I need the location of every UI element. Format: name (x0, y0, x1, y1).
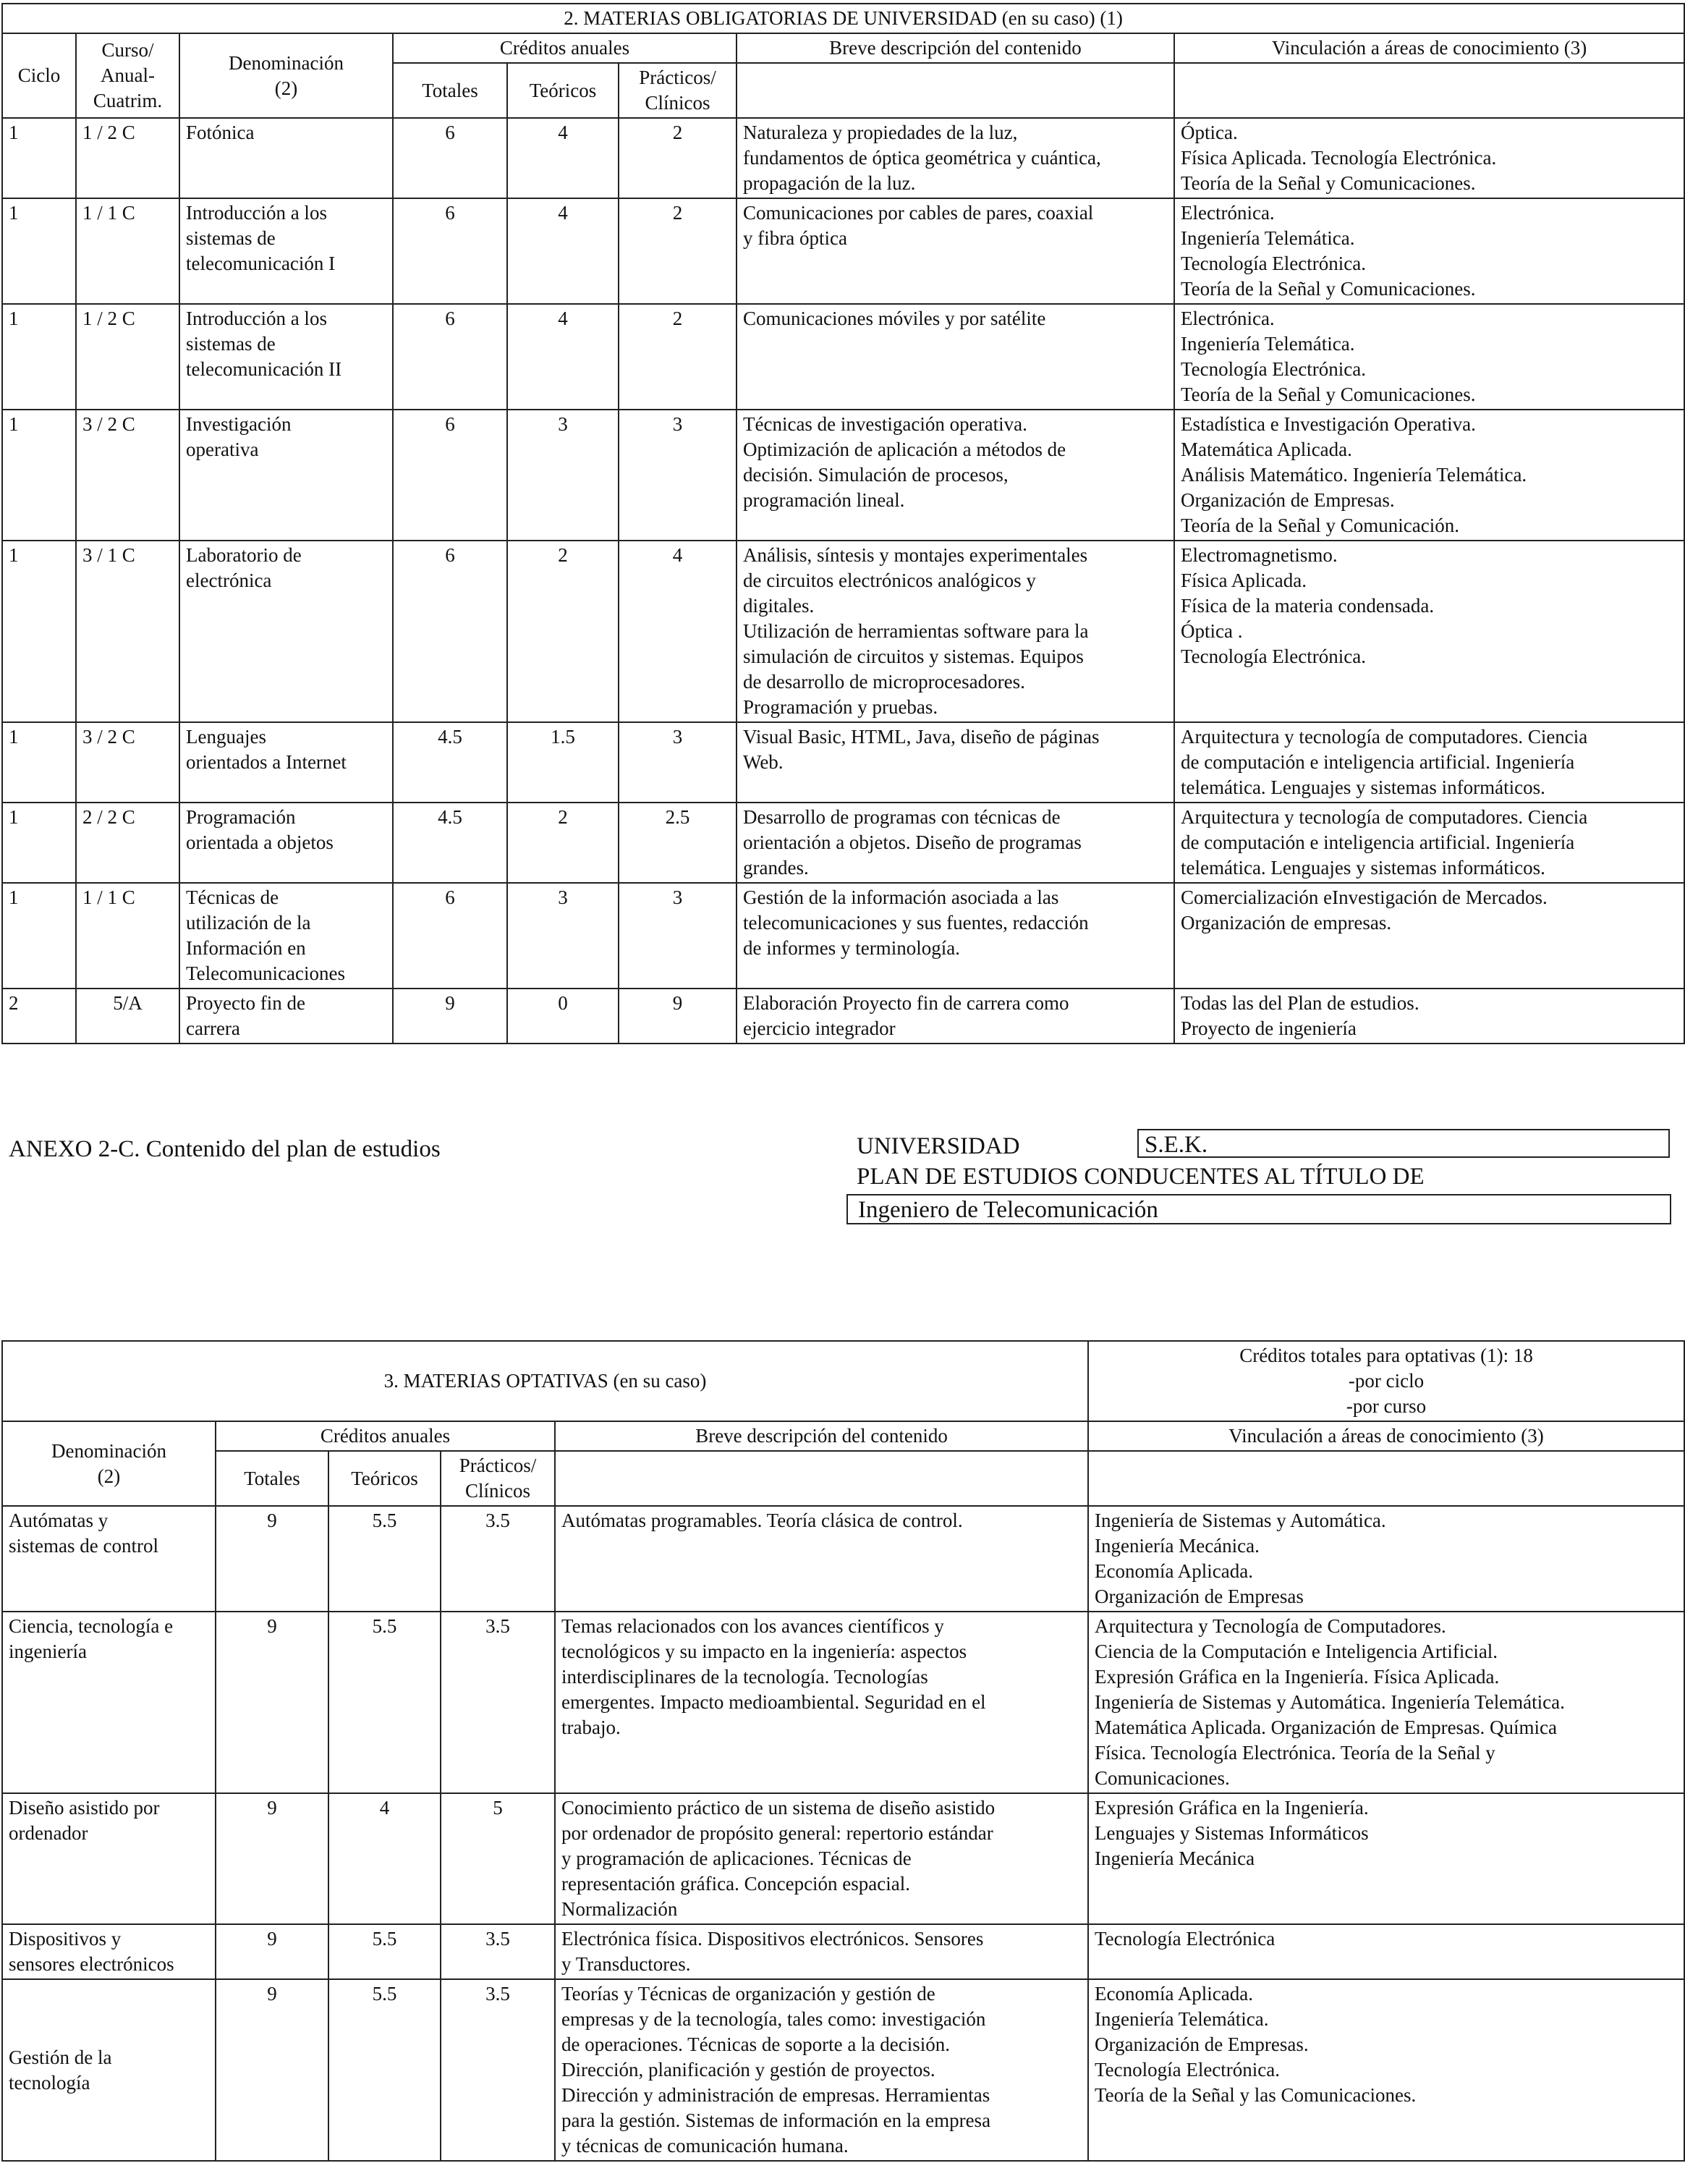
header-ciclo: Ciclo (2, 33, 76, 118)
cell-descripcion: Visual Basic, HTML, Java, diseño de páginas Web. (737, 722, 1174, 803)
cell-totales: 6 (393, 541, 507, 722)
table-row (2, 722, 1684, 803)
cell-ciclo: 2 (2, 989, 76, 1044)
cell-curso: 1 / 2 C (76, 118, 179, 198)
header-vinculacion: Vinculación a áreas de conocimiento (3) (1174, 33, 1684, 63)
cell-curso: 3 / 1 C (76, 541, 179, 722)
cell-denominacion: Investigación operativa (179, 410, 393, 541)
cell-ciclo: 1 (2, 883, 76, 989)
header-totales: Totales (393, 63, 507, 118)
cell-denominacion: Proyecto fin de carrera (179, 989, 393, 1044)
section3-title: 3. MATERIAS OPTATIVAS (en su caso) (2, 1341, 1088, 1421)
cell-descripcion: Desarrollo de programas con técnicas de orientación a objetos. Diseño de programas grandes. (737, 803, 1174, 883)
cell-descripcion: Temas relacionados con los avances científicos y tecnológicos y su impacto en la ingeniería: aspectos interdisciplinares de la tecnología. Tecnologías emergentes. Impacto medioambiental. Seguridad en el trabajo. (555, 1612, 1088, 1793)
cell-descripcion: Teorías y Técnicas de organización y gestión de empresas y de la tecnología, tales como: investigación de operaciones. Técnicas de soporte a la decisión. Dirección, planificación y gestión de proyectos. Dirección y administración de empresas. Herramientas para la gestión. Sistemas de información en la empresa y técnicas de comunicación humana. (555, 1979, 1088, 2161)
plan-label: PLAN DE ESTUDIOS CONDUCENTES AL TÍTULO DE (857, 1164, 1425, 1190)
cell-totales: 9 (216, 1924, 328, 1979)
cell-ciclo: 1 (2, 803, 76, 883)
universidad-label: UNIVERSIDAD (857, 1133, 1020, 1159)
cell-totales: 9 (216, 1793, 328, 1924)
header-descripcion: Breve descripción del contenido (737, 33, 1174, 63)
header-creditos: Créditos anuales (393, 33, 737, 63)
table-row (2, 989, 1684, 1044)
table-row (2, 118, 1684, 198)
cell-descripcion: Electrónica física. Dispositivos electrónicos. Sensores y Transductores. (555, 1924, 1088, 1979)
table-row (2, 410, 1684, 541)
cell-practicos: 5 (441, 1793, 555, 1924)
cell-teoricos: 4 (507, 118, 619, 198)
header-descripcion: Breve descripción del contenido (555, 1421, 1088, 1451)
table-row (2, 1612, 1684, 1793)
table-row (2, 198, 1684, 304)
cell-vinculacion: Tecnología Electrónica (1088, 1924, 1684, 1979)
cell-denominacion: Gestión de la tecnología (2, 1979, 216, 2161)
cell-totales: 9 (216, 1506, 328, 1612)
cell-ciclo: 1 (2, 118, 76, 198)
cell-practicos: 3 (619, 883, 737, 989)
table-row (2, 541, 1684, 722)
cell-denominacion: Laboratorio de electrónica (179, 541, 393, 722)
header-practicos: Prácticos/ Clínicos (619, 63, 737, 118)
cell-totales: 6 (393, 304, 507, 410)
creditos-totales-optativas: Créditos totales para optativas (1): 18 -por ciclo -por curso (1088, 1341, 1684, 1421)
header-totales: Totales (216, 1451, 328, 1506)
cell-vinculacion: Todas las del Plan de estudios. Proyecto de ingeniería (1174, 989, 1684, 1044)
table-row (2, 304, 1684, 410)
cell-denominacion: Ciencia, tecnología e ingeniería (2, 1612, 216, 1793)
cell-teoricos: 5.5 (328, 1506, 441, 1612)
cell-denominacion: Introducción a los sistemas de telecomunicación II (179, 304, 393, 410)
table-row (2, 803, 1684, 883)
cell-vinculacion: Ingeniería de Sistemas y Automática. Ingeniería Mecánica. Economía Aplicada. Organización de Empresas (1088, 1506, 1684, 1612)
cell-totales: 9 (393, 989, 507, 1044)
cell-teoricos: 5.5 (328, 1979, 441, 2161)
header-descripcion-blank (737, 63, 1174, 118)
cell-totales: 6 (393, 198, 507, 304)
cell-denominacion: Fotónica (179, 118, 393, 198)
cell-teoricos: 5.5 (328, 1612, 441, 1793)
cell-teoricos: 0 (507, 989, 619, 1044)
cell-curso: 3 / 2 C (76, 410, 179, 541)
cell-descripcion: Análisis, síntesis y montajes experimentales de circuitos electrónicos analógicos y digitales. Utilización de herramientas software para la simulación de circuitos y sistemas. Equipos de desarrollo de microprocesadores. Programación y pruebas. (737, 541, 1174, 722)
table-row (2, 883, 1684, 989)
cell-practicos: 2.5 (619, 803, 737, 883)
cell-practicos: 2 (619, 304, 737, 410)
cell-vinculacion: Óptica. Física Aplicada. Tecnología Electrónica. Teoría de la Señal y Comunicaciones. (1174, 118, 1684, 198)
table-row (2, 1506, 1684, 1612)
cell-practicos: 3.5 (441, 1612, 555, 1793)
table-row (2, 1979, 1684, 2161)
cell-vinculacion: Arquitectura y tecnología de computadores. Ciencia de computación e inteligencia artificial. Ingeniería telemática. Lenguajes y sistemas informáticos. (1174, 722, 1684, 803)
cell-descripcion: Comunicaciones por cables de pares, coaxial y fibra óptica (737, 198, 1174, 304)
cell-descripcion: Naturaleza y propiedades de la luz, fundamentos de óptica geométrica y cuántica, propagación de la luz. (737, 118, 1174, 198)
cell-teoricos: 4 (507, 198, 619, 304)
cell-curso: 1 / 1 C (76, 198, 179, 304)
header-vinculacion-blank (1088, 1451, 1684, 1506)
header-practicos: Prácticos/ Clínicos (441, 1451, 555, 1506)
cell-denominacion: Autómatas y sistemas de control (2, 1506, 216, 1612)
cell-teoricos: 4 (507, 304, 619, 410)
cell-totales: 6 (393, 410, 507, 541)
cell-curso: 1 / 2 C (76, 304, 179, 410)
anexo-heading: ANEXO 2-C. Contenido del plan de estudios (9, 1136, 441, 1162)
header-denominacion: Denominación (2) (179, 33, 393, 118)
cell-denominacion: Lenguajes orientados a Internet (179, 722, 393, 803)
cell-denominacion: Programación orientada a objetos (179, 803, 393, 883)
cell-curso: 1 / 1 C (76, 883, 179, 989)
cell-denominacion: Diseño asistido por ordenador (2, 1793, 216, 1924)
header-vinculacion-blank (1174, 63, 1684, 118)
cell-ciclo: 1 (2, 198, 76, 304)
cell-practicos: 3.5 (441, 1979, 555, 2161)
cell-practicos: 3 (619, 722, 737, 803)
universidad-value: S.E.K. (1137, 1129, 1670, 1158)
cell-totales: 4.5 (393, 722, 507, 803)
cell-teoricos: 3 (507, 410, 619, 541)
cell-teoricos: 2 (507, 541, 619, 722)
cell-descripcion: Comunicaciones móviles y por satélite (737, 304, 1174, 410)
cell-teoricos: 1.5 (507, 722, 619, 803)
cell-ciclo: 1 (2, 722, 76, 803)
titulo-value: Ingeniero de Telecomunicación (846, 1194, 1671, 1224)
cell-practicos: 3.5 (441, 1506, 555, 1612)
cell-totales: 9 (216, 1979, 328, 2161)
cell-vinculacion: Estadística e Investigación Operativa. Matemática Aplicada. Análisis Matemático. Ingeniería Telemática. Organización de Empresas. Teoría de la Señal y Comunicación. (1174, 410, 1684, 541)
cell-curso: 5/A (76, 989, 179, 1044)
header-vinculacion: Vinculación a áreas de conocimiento (3) (1088, 1421, 1684, 1451)
cell-practicos: 9 (619, 989, 737, 1044)
cell-totales: 4.5 (393, 803, 507, 883)
cell-denominacion: Técnicas de utilización de la Información en Telecomunicaciones (179, 883, 393, 989)
cell-teoricos: 5.5 (328, 1924, 441, 1979)
cell-curso: 3 / 2 C (76, 722, 179, 803)
section2-title: 2. MATERIAS OBLIGATORIAS DE UNIVERSIDAD (en su caso) (1) (2, 4, 1684, 33)
cell-ciclo: 1 (2, 304, 76, 410)
cell-denominacion: Dispositivos y sensores electrónicos (2, 1924, 216, 1979)
cell-totales: 9 (216, 1612, 328, 1793)
cell-totales: 6 (393, 883, 507, 989)
header-curso: Curso/ Anual- Cuatrim. (76, 33, 179, 118)
header-denominacion: Denominación (2) (2, 1421, 216, 1506)
cell-descripcion: Conocimiento práctico de un sistema de diseño asistido por ordenador de propósito general: repertorio estándar y programación de aplicaciones. Técnicas de representación gráfica. Concepción espacial. Normalización (555, 1793, 1088, 1924)
cell-teoricos: 4 (328, 1793, 441, 1924)
cell-ciclo: 1 (2, 410, 76, 541)
header-teoricos: Teóricos (328, 1451, 441, 1506)
optativas-table (1, 1340, 1685, 2162)
cell-teoricos: 3 (507, 883, 619, 989)
cell-totales: 6 (393, 118, 507, 198)
cell-vinculacion: Electrónica. Ingeniería Telemática. Tecnología Electrónica. Teoría de la Señal y Comunicaciones. (1174, 304, 1684, 410)
cell-vinculacion: Arquitectura y tecnología de computadores. Ciencia de computación e inteligencia artificial. Ingeniería telemática. Lenguajes y sistemas informáticos. (1174, 803, 1684, 883)
cell-curso: 2 / 2 C (76, 803, 179, 883)
header-creditos: Créditos anuales (216, 1421, 555, 1451)
cell-practicos: 2 (619, 118, 737, 198)
cell-practicos: 4 (619, 541, 737, 722)
cell-practicos: 3 (619, 410, 737, 541)
cell-vinculacion: Economía Aplicada. Ingeniería Telemática. Organización de Empresas. Tecnología Electrónica. Teoría de la Señal y las Comunicaciones. (1088, 1979, 1684, 2161)
cell-vinculacion: Electromagnetismo. Física Aplicada. Física de la materia condensada. Óptica . Tecnología Electrónica. (1174, 541, 1684, 722)
cell-denominacion: Introducción a los sistemas de telecomunicación I (179, 198, 393, 304)
cell-vinculacion: Expresión Gráfica en la Ingeniería. Lenguajes y Sistemas Informáticos Ingeniería Mecánica (1088, 1793, 1684, 1924)
cell-practicos: 2 (619, 198, 737, 304)
cell-vinculacion: Electrónica. Ingeniería Telemática. Tecnología Electrónica. Teoría de la Señal y Comunicaciones. (1174, 198, 1684, 304)
cell-vinculacion: Arquitectura y Tecnología de Computadores. Ciencia de la Computación e Inteligencia Artificial. Expresión Gráfica en la Ingeniería. Física Aplicada. Ingeniería de Sistemas y Automática. Ingeniería Telemática. Matemática Aplicada. Organización de Empresas. Química Física. Tecnología Electrónica. Teoría de la Señal y Comunicaciones. (1088, 1612, 1684, 1793)
cell-practicos: 3.5 (441, 1924, 555, 1979)
cell-ciclo: 1 (2, 541, 76, 722)
cell-descripcion: Técnicas de investigación operativa. Optimización de aplicación a métodos de decisión. Simulación de procesos, programación lineal. (737, 410, 1174, 541)
cell-teoricos: 2 (507, 803, 619, 883)
cell-descripcion: Elaboración Proyecto fin de carrera como ejercicio integrador (737, 989, 1174, 1044)
cell-descripcion: Gestión de la información asociada a las telecomunicaciones y sus fuentes, redacción de informes y terminología. (737, 883, 1174, 989)
obligatorias-table (1, 3, 1685, 1044)
header-descripcion-blank (555, 1451, 1088, 1506)
header-teoricos: Teóricos (507, 63, 619, 118)
table-row (2, 1924, 1684, 1979)
table-row (2, 1793, 1684, 1924)
cell-descripcion: Autómatas programables. Teoría clásica de control. (555, 1506, 1088, 1612)
cell-vinculacion: Comercialización eInvestigación de Mercados. Organización de empresas. (1174, 883, 1684, 989)
